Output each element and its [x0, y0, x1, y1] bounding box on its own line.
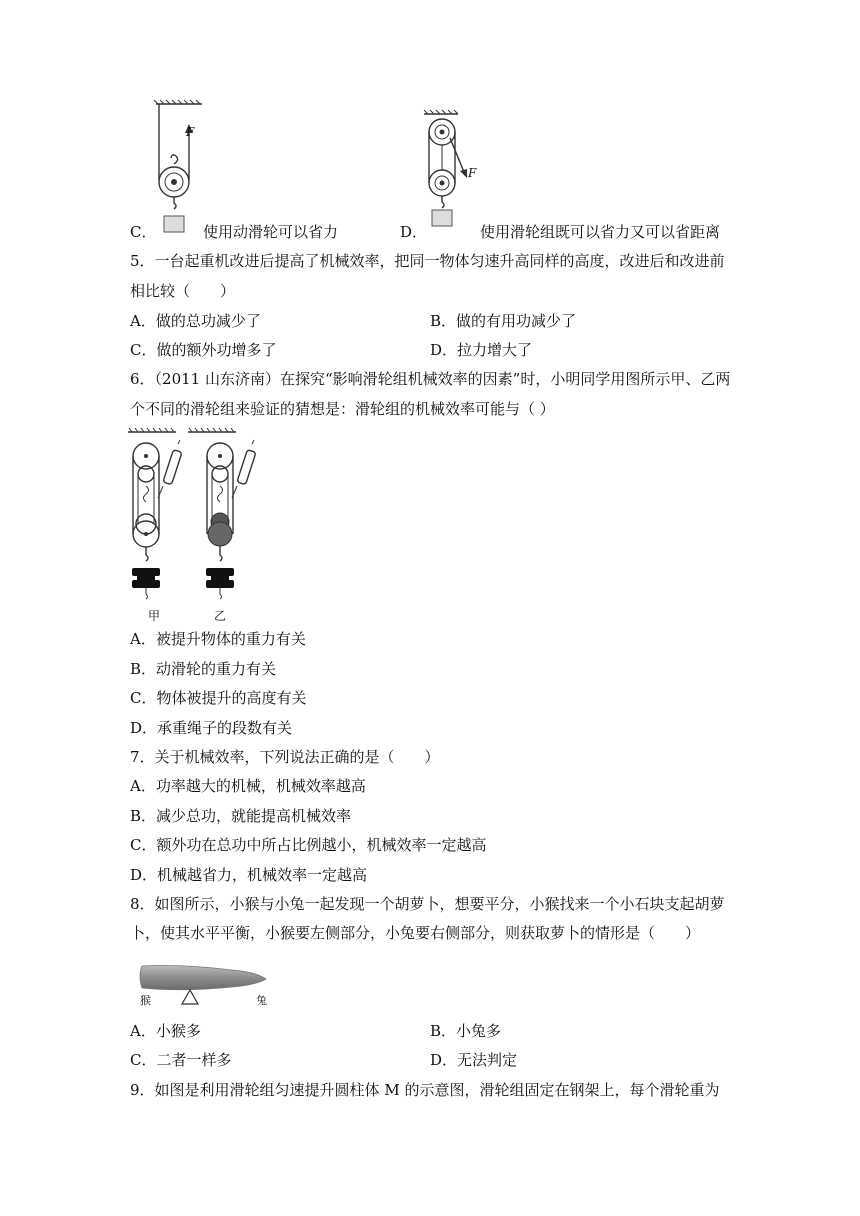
q6-stem-line2: 个不同的滑轮组来验证的猜想是：滑轮组的机械效率可能与（ ） — [130, 400, 555, 418]
q6-option-d: D．承重绳子的段数有关 — [130, 719, 293, 737]
q5-stem-line2: 相比较（ ） — [130, 282, 236, 300]
pulley-setups-figure — [128, 428, 278, 618]
q4-option-c-label: C． — [130, 223, 157, 241]
q4-option-d-text: 使用滑轮组既可以省力又可以省距离 — [480, 223, 721, 241]
q6-option-b: B．动滑轮的重力有关 — [130, 660, 277, 678]
q6-stem-line1: 6．（2011 山东济南）在探究“影响滑轮组机械效率的因素”时，小明同学用图所示甲、乙两 — [130, 370, 731, 388]
label-yi: 乙 — [214, 609, 227, 623]
q5-stem-line1: 5．一台起重机改进后提高了机械效率，把同一物体匀速升高同样的高度，改进后和改进前 — [130, 252, 725, 270]
label-rabbit: 兔 — [256, 994, 267, 1007]
q8-option-c: C．二者一样多 — [130, 1051, 232, 1069]
q5-option-b: B．做的有用功减少了 — [430, 312, 577, 330]
pulley-block-figure — [420, 108, 490, 238]
q6-option-a: A．被提升物体的重力有关 — [130, 630, 306, 648]
q8-option-b: B．小兔多 — [430, 1022, 502, 1040]
q7-stem: 7．关于机械效率，下列说法正确的是（ ） — [130, 748, 440, 766]
q6-option-c: C．物体被提升的高度有关 — [130, 689, 307, 707]
q7-option-a: A．功率越大的机械，机械效率越高 — [130, 777, 366, 795]
q8-stem-line2: 卜，使其水平平衡，小猴要左侧部分，小兔要右侧部分，则获取萝卜的情形是（ ） — [130, 924, 701, 942]
q7-option-d: D．机械越省力，机械效率一定越高 — [130, 866, 368, 884]
q8-option-d: D．无法判定 — [430, 1051, 518, 1069]
q8-stem-line1: 8．如图所示，小猴与小兔一起发现一个胡萝卜，想要平分，小猴找来一个小石块支起胡萝 — [130, 895, 725, 913]
force-label-c: F — [186, 125, 195, 139]
q4-option-c-text: 使用动滑轮可以省力 — [203, 223, 339, 241]
movable-pulley-figure — [150, 100, 210, 235]
q4-option-d-label: D． — [400, 223, 428, 241]
q8-option-a: A．小猴多 — [130, 1022, 201, 1040]
q7-option-b: B．减少总功，就能提高机械效率 — [130, 807, 352, 825]
force-label-d: F — [468, 166, 477, 180]
q5-option-d: D．拉力增大了 — [430, 341, 533, 359]
label-monkey: 猴 — [140, 994, 151, 1007]
q9-stem-line1: 9．如图是利用滑轮组匀速提升圆柱体 M 的示意图，滑轮组固定在钢架上，每个滑轮重为 — [130, 1081, 720, 1099]
q7-option-c: C．额外功在总功中所占比例越小，机械效率一定越高 — [130, 836, 487, 854]
label-jia: 甲 — [148, 609, 161, 623]
q5-option-a: A．做的总功减少了 — [130, 312, 261, 330]
q5-option-c: C．做的额外功增多了 — [130, 341, 277, 359]
